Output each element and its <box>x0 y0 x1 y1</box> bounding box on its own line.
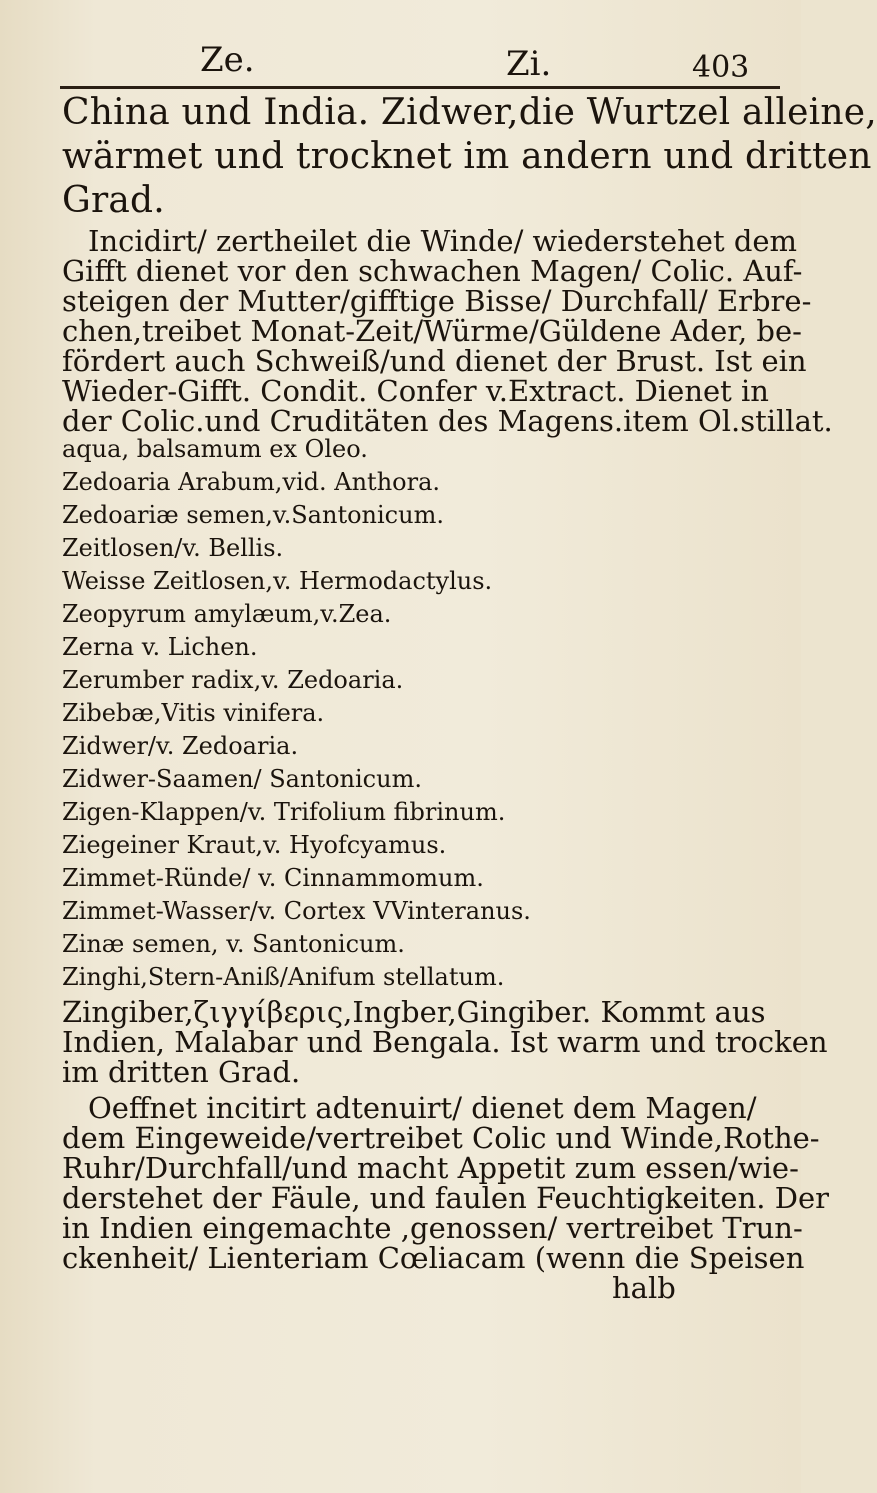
entry-line: Zibebæ,Vitis vinifera. <box>62 699 325 727</box>
entry-line: Zigen-Klappen/v. Trifolium fibrinum. <box>62 798 506 826</box>
catchword: halb <box>612 1271 676 1305</box>
entry-line: Zeitlosen/v. Bellis. <box>62 534 284 562</box>
text-line: der Colic.und Cruditäten des Magens.item Ol.stillat. <box>62 404 833 438</box>
entry-line: Zedoariæ semen,v.Santonicum. <box>62 501 444 529</box>
text-line: fördert auch Schweiß/und dienet der Brust. Ist ein <box>62 344 807 378</box>
text-line: Wieder-Gifft. Condit. Confer v.Extract. Dienet in <box>62 374 769 408</box>
text-line: Gifft dienet vor den schwachen Magen/ Colic. Auf- <box>62 254 803 288</box>
text-line: Zingiber,ζιγγίβερις,Ingber,Gingiber. Kommt aus <box>62 995 766 1029</box>
header-right-keyword: Zi. <box>506 44 552 84</box>
header-rule <box>60 86 780 89</box>
text-line: wärmet und trocknet im andern und dritten <box>62 136 872 177</box>
entry-line: Zidwer/v. Zedoaria. <box>62 732 299 760</box>
text-line: aqua, balsamum ex Oleo. <box>62 435 368 463</box>
text-line: Oeffnet incitirt adtenuirt/ dienet dem Magen/ <box>88 1091 757 1125</box>
text-line: steigen der Mutter/gifftige Bisse/ Durchfall/ Erbre- <box>62 284 812 318</box>
text-line: dem Eingeweide/vertreibet Colic und Winde,Rothe- <box>62 1121 820 1155</box>
text-line: Indien, Malabar und Bengala. Ist warm und trocken <box>62 1025 828 1059</box>
text-line: derstehet der Fäule, und faulen Feuchtigkeiten. Der <box>62 1181 829 1215</box>
entry-line: Zimmet-Wasser/v. Cortex VVinteranus. <box>62 897 531 925</box>
entry-line: Zinæ semen, v. Santonicum. <box>62 930 405 958</box>
header-left-keyword: Ze. <box>200 40 255 80</box>
entry-line: Zinghi,Stern-Aniß/Anifum stellatum. <box>62 963 505 991</box>
entry-line: Zerna v. Lichen. <box>62 633 258 661</box>
text-line: Grad. <box>62 180 165 221</box>
entry-line: Zidwer-Saamen/ Santonicum. <box>62 765 422 793</box>
text-line: in Indien eingemachte ,genossen/ vertreibet Trun- <box>62 1211 803 1245</box>
entry-line: Ziegeiner Kraut,v. Hyofcyamus. <box>62 831 447 859</box>
text-line: im dritten Grad. <box>62 1055 301 1089</box>
entry-line: Zeopyrum amylæum,v.Zea. <box>62 600 392 628</box>
entry-line: Zimmet-Ründe/ v. Cinnammomum. <box>62 864 484 892</box>
text-line: ckenheit/ Lienteriam Cœliacam (wenn die Speisen <box>62 1241 805 1275</box>
page-body <box>62 92 877 1305</box>
text-line: Ruhr/Durchfall/und macht Appetit zum essen/wie- <box>62 1151 799 1185</box>
page-number: 403 <box>692 50 750 85</box>
text-line: China und India. Zidwer,die Wurtzel alleine, <box>62 92 877 133</box>
entry-line: Zerumber radix,v. Zedoaria. <box>62 666 404 694</box>
running-header <box>60 40 760 90</box>
entry-line: Zedoaria Arabum,vid. Anthora. <box>62 468 441 496</box>
text-line: Incidirt/ zertheilet die Winde/ wiederstehet dem <box>88 224 798 258</box>
entry-line: Weisse Zeitlosen,v. Hermodactylus. <box>62 567 493 595</box>
text-line: chen,treibet Monat-Zeit/Würme/Güldene Ader, be- <box>62 314 802 348</box>
